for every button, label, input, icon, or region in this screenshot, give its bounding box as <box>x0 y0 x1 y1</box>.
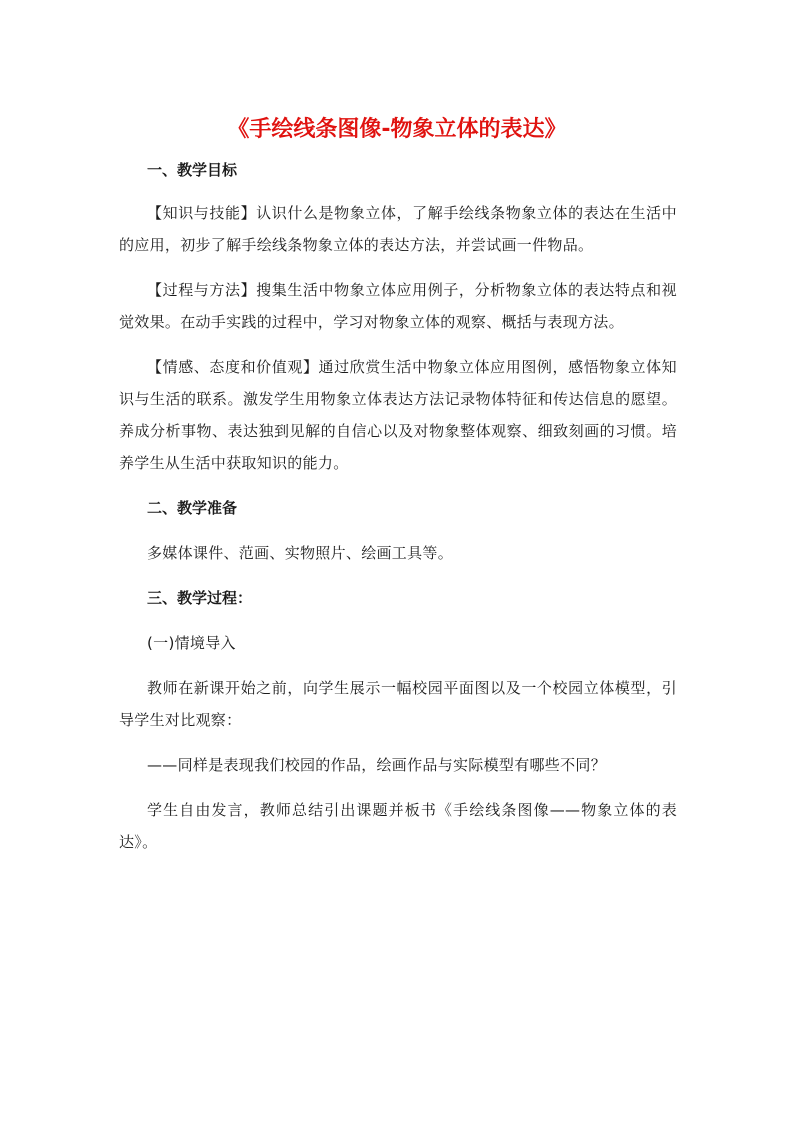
document-body <box>119 154 677 858</box>
paragraph-teacher-shows-map: 教师在新课开始之前，向学生展示一幅校园平面图以及一个校园立体模型，引导学生对比观察： <box>119 679 677 729</box>
section-heading-process: 三、教学过程： <box>147 589 253 607</box>
paragraph-emotion-values: 【情感、态度和价值观】通过欣赏生活中物象立体应用图例，感悟物象立体知识与生活的联系。激发学生用物象立体表达方法记录物体特征和传达信息的愿望。养成分析事物、表达独到见解的自信心以及对物象整体观察、细致刻画的习惯。培养学生从生活中获取知识的能力。 <box>119 358 677 472</box>
paragraph-knowledge-skills: 【知识与技能】认识什么是物象立体，了解手绘线条物象立体的表达在生活中的应用，初步了解手绘线条物象立体的表达方法，并尝试画一件物品。 <box>119 204 677 254</box>
section-heading-teaching-goals: 一、教学目标 <box>147 161 238 179</box>
section-heading-preparation: 二、教学准备 <box>147 499 238 517</box>
subheading-situation-intro: (一)情境导入 <box>147 634 236 652</box>
document-title: 《手绘线条图像-物象立体的表达》 <box>227 117 567 142</box>
paragraph-student-speech: 学生自由发言，教师总结引出课题并板书《手绘线条图像——物象立体的表达》。 <box>119 801 677 851</box>
paragraph-preparation: 多媒体课件、范画、实物照片、绘画工具等。 <box>147 544 454 562</box>
paragraph-process-methods: 【过程与方法】搜集生活中物象立体应用例子，分析物象立体的表达特点和视觉效果。在动手实践的过程中，学习对物象立体的观察、概括与表现方法。 <box>119 281 677 331</box>
paragraph-question: ——同样是表现我们校园的作品，绘画作品与实际模型有哪些不同？ <box>147 756 607 774</box>
